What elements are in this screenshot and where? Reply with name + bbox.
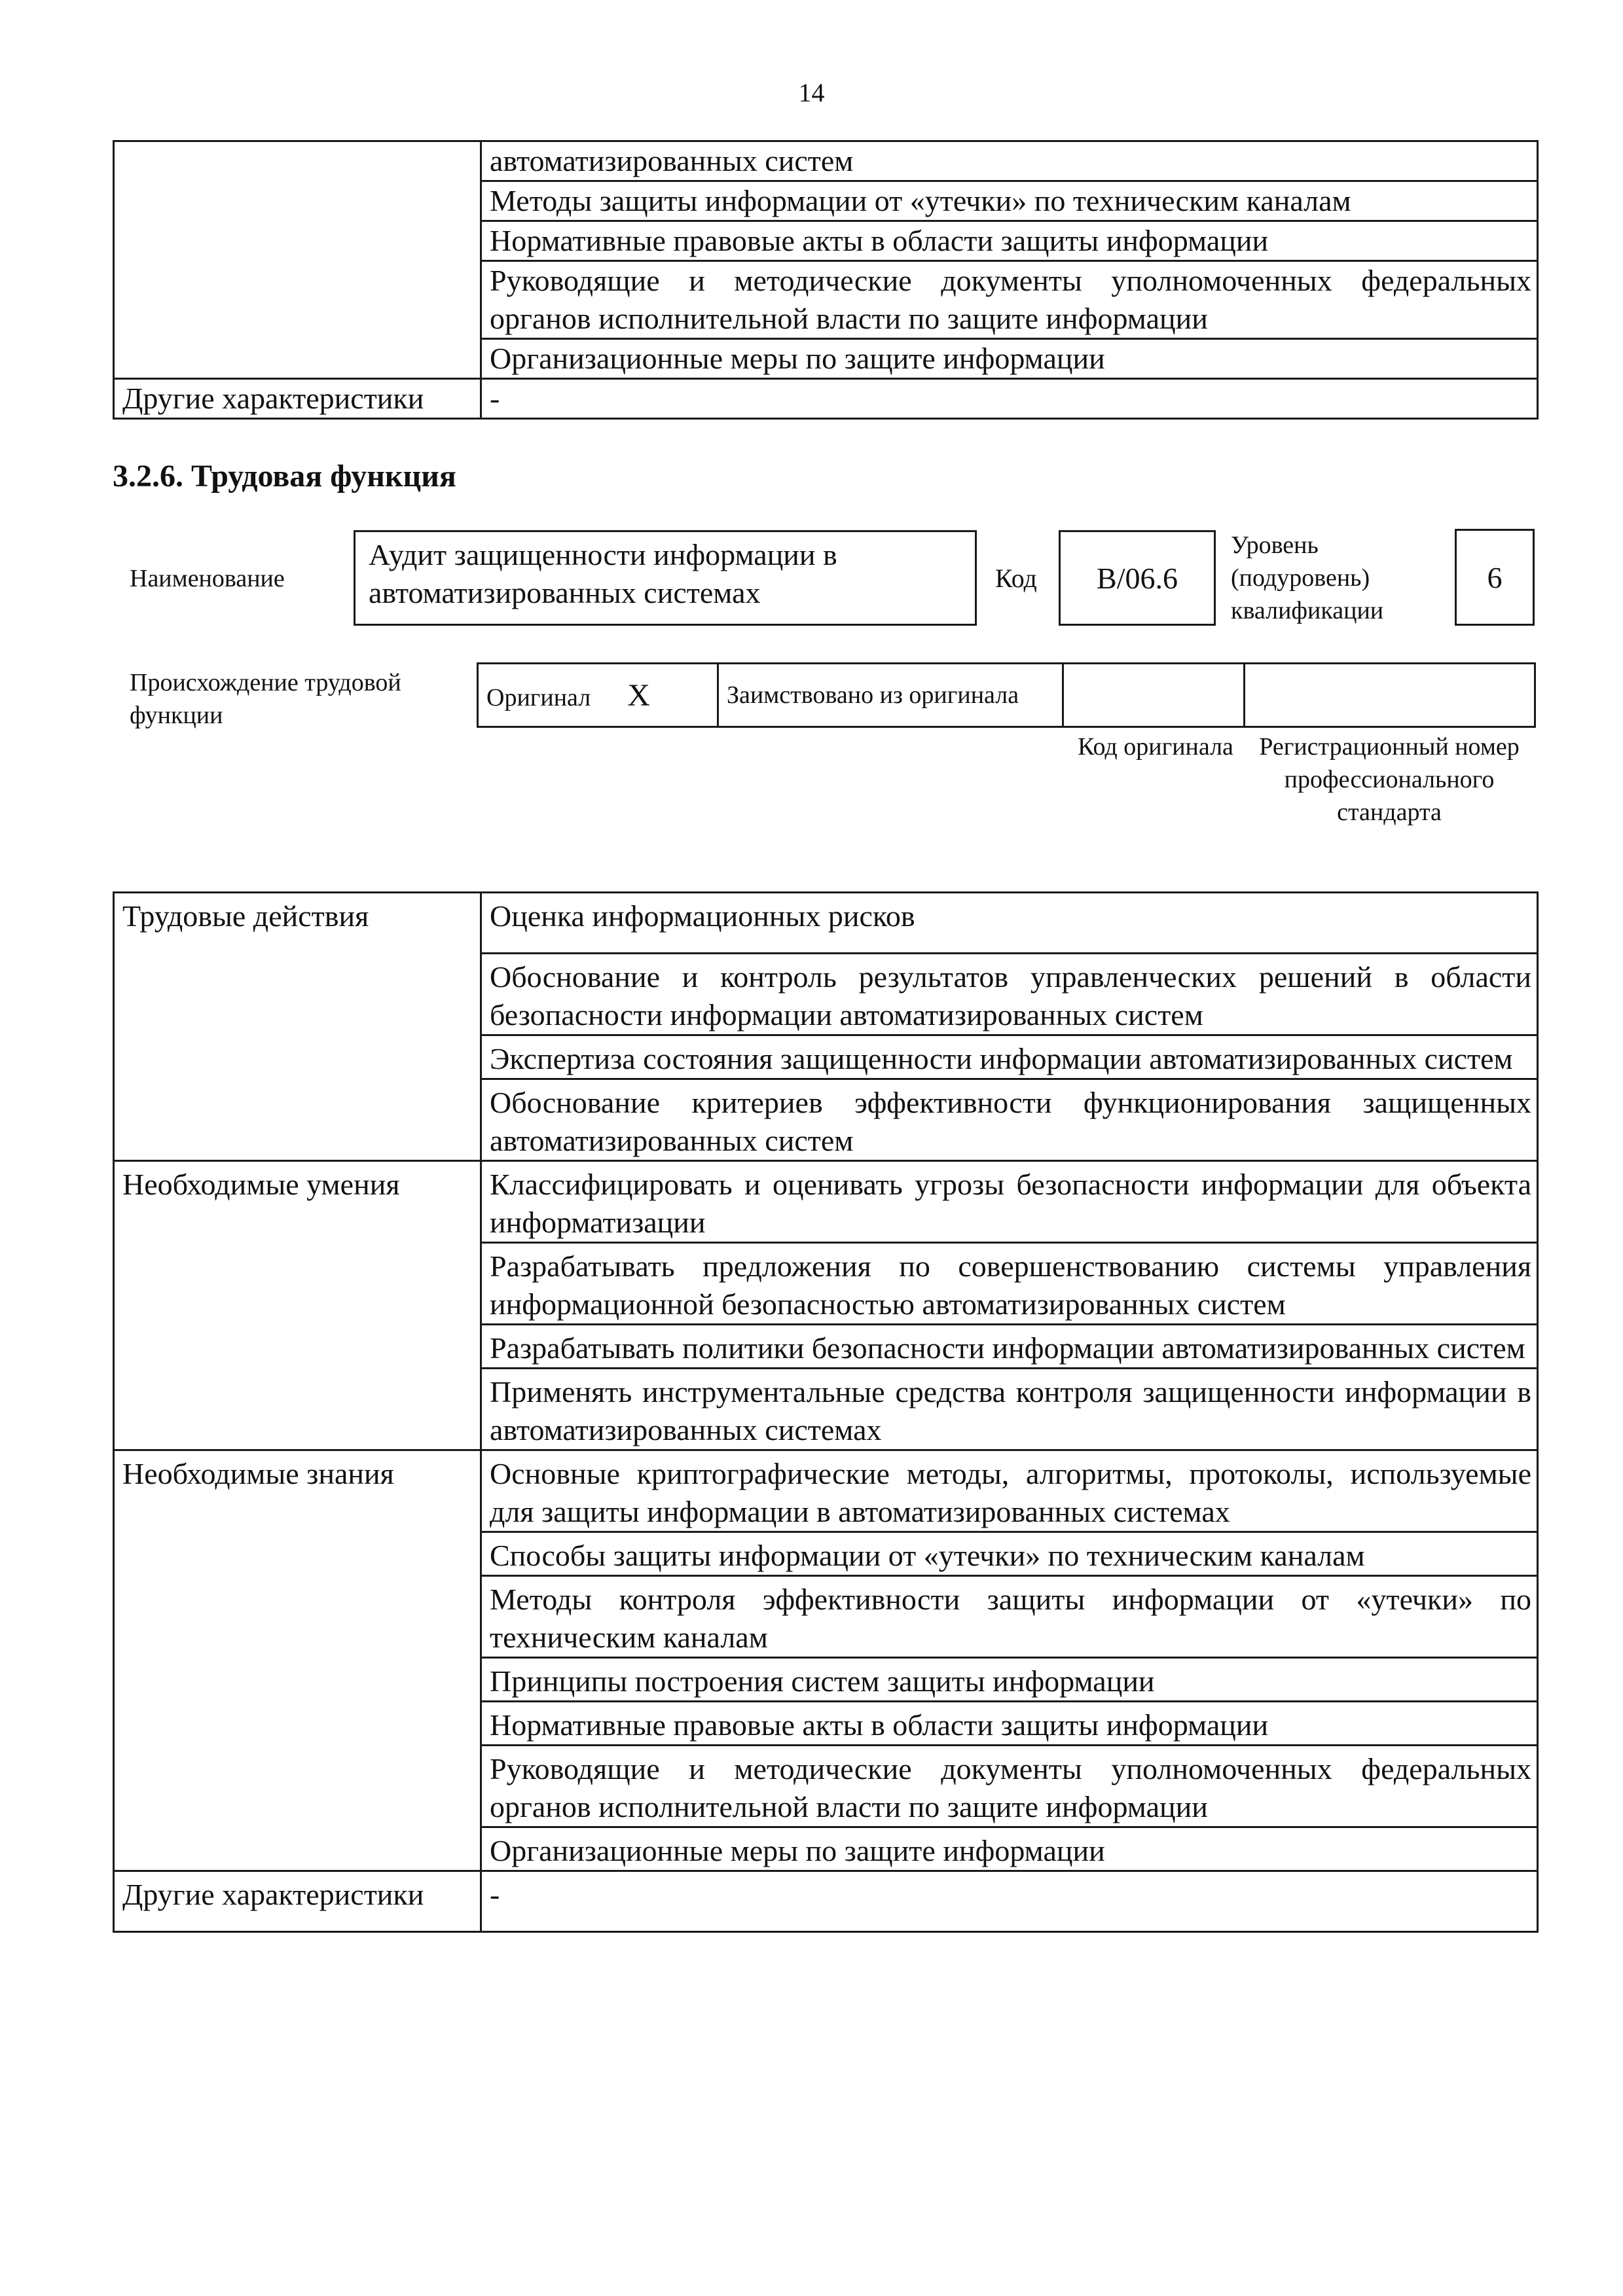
page-number: 14 <box>798 78 825 107</box>
other-characteristics-value: - <box>481 379 1538 419</box>
code-original-caption: Код оригинала <box>1078 733 1233 761</box>
knowledge-item: Нормативные правовые акты в области защиты информации <box>481 1702 1538 1746</box>
original-mark: X <box>627 677 650 713</box>
other-characteristics-label: Другие характеристики <box>114 1871 481 1932</box>
original-cell <box>478 664 718 727</box>
action-item: Экспертиза состояния защищенности информации автоматизированных систем <box>481 1035 1538 1079</box>
knowledge-item: Организационные меры по защите информации <box>481 339 1538 379</box>
other-characteristics-label: Другие характеристики <box>114 379 481 419</box>
level-label: Уровень (подуровень) квалификации <box>1231 531 1384 624</box>
actions-label: Трудовые действия <box>114 893 481 1161</box>
section-heading: 3.2.6. Трудовая функция <box>113 459 456 493</box>
knowledge-item: Основные криптографические методы, алгоритмы, протоколы, используемые для защиты информации в автоматизированных системах <box>481 1450 1538 1532</box>
action-item: Обоснование критериев эффективности функционирования защищенных автоматизированных систем <box>481 1079 1538 1161</box>
main-table <box>113 891 1539 1933</box>
skill-item: Классифицировать и оценивать угрозы безопасности информации для объекта информатизации <box>481 1161 1538 1243</box>
knowledge-item: Методы контроля эффективности защиты информации от «утечки» по техническим каналам <box>481 1576 1538 1658</box>
action-item: Оценка информационных рисков <box>481 893 1538 954</box>
origin-label: Происхождение трудовой функции <box>130 669 401 729</box>
knowledge-item: автоматизированных систем <box>481 141 1538 181</box>
knowledge-item: Методы защиты информации от «утечки» по техническим каналам <box>481 181 1538 221</box>
knowledge-item: Нормативные правовые акты в области защиты информации <box>481 221 1538 261</box>
knowledge-item: Способы защиты информации от «утечки» по техническим каналам <box>481 1532 1538 1576</box>
action-item: Обоснование и контроль результатов управленческих решений в области безопасности информации автоматизированных систем <box>481 954 1538 1035</box>
other-characteristics-value: - <box>481 1871 1538 1932</box>
original-label: Оригинал <box>486 683 591 711</box>
skills-label: Необходимые умения <box>114 1161 481 1450</box>
code-original-cell <box>1063 664 1245 727</box>
origin-table <box>477 662 1536 728</box>
skill-item: Разрабатывать предложения по совершенствованию системы управления информационной безопасностью автоматизированных систем <box>481 1243 1538 1325</box>
knowledge-label: Необходимые знания <box>114 1450 481 1871</box>
name-label: Наименование <box>130 565 285 592</box>
skill-item: Разрабатывать политики безопасности информации автоматизированных систем <box>481 1325 1538 1369</box>
borrowed-label: Заимствовано из оригинала <box>718 664 1063 727</box>
knowledge-item: Организационные меры по защите информации <box>481 1827 1538 1871</box>
level-value: 6 <box>1455 529 1535 626</box>
continuation-table <box>113 140 1539 420</box>
code-label: Код <box>995 564 1037 593</box>
knowledge-item: Руководящие и методические документы уполномоченных федеральных органов исполнительной власти по защите информации <box>481 1746 1538 1827</box>
function-name: Аудит защищенности информации в автоматизированных системах <box>354 530 977 626</box>
reg-number-cell <box>1245 664 1535 727</box>
continuation-label-cell <box>114 141 481 379</box>
reg-number-caption: Регистрационный номер профессионального стандарта <box>1259 733 1520 826</box>
code-value: B/06.6 <box>1059 530 1216 626</box>
skill-item: Применять инструментальные средства контроля защищенности информации в автоматизированных системах <box>481 1369 1538 1450</box>
knowledge-item: Принципы построения систем защиты информации <box>481 1658 1538 1702</box>
knowledge-item: Руководящие и методические документы уполномоченных федеральных органов исполнительной власти по защите информации <box>481 261 1538 339</box>
